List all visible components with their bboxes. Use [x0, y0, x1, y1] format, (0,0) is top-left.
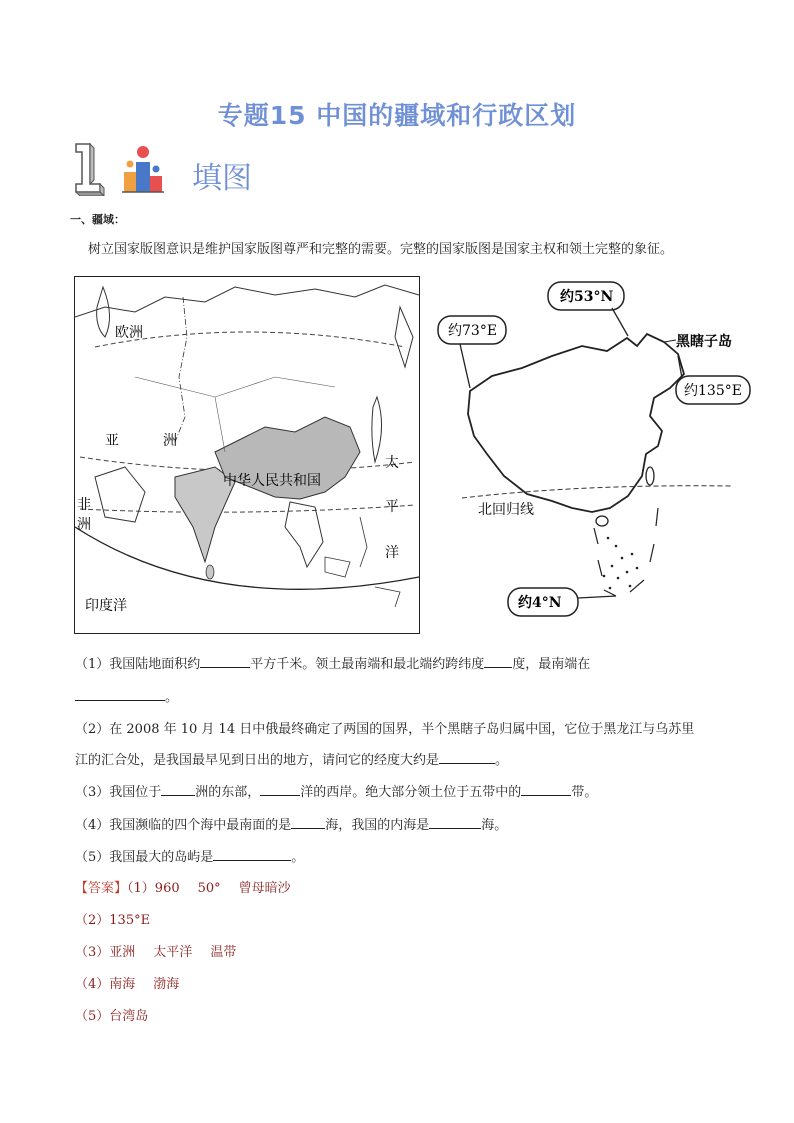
- question-4: [75, 814, 507, 833]
- q4-text-b: 海，我国的内海是: [325, 818, 430, 833]
- label-tropic: 北回归线: [478, 502, 534, 518]
- china-map: [432, 276, 762, 626]
- a4-value-2: 渤海: [153, 977, 180, 992]
- q1-text-b: 平方千米。领土最南端和最北端约跨纬度: [250, 657, 485, 672]
- q2-text-b: 江的汇合处，是我国最早见到日出的地方，请问它的经度大约是: [75, 753, 440, 768]
- section-header: [72, 140, 252, 196]
- a3-value-2: 太平洋: [153, 945, 193, 960]
- q3-text-d: 带。: [571, 785, 598, 800]
- a3-value-3: 温带: [210, 945, 237, 960]
- q3-blank-2[interactable]: [260, 781, 300, 796]
- q3-blank-3[interactable]: [521, 781, 571, 796]
- callout-west: 约73°E: [448, 323, 498, 339]
- q1-end: 。: [165, 690, 179, 705]
- a4-num: （4）: [75, 977, 110, 992]
- section-number-icon: [72, 140, 184, 196]
- label-africa-2: 洲: [77, 517, 91, 533]
- q1-blank-2[interactable]: [484, 653, 512, 668]
- question-1: [75, 653, 590, 672]
- q4-blank-2[interactable]: [429, 814, 481, 829]
- answer-5: [75, 1005, 148, 1024]
- q3-blank-1[interactable]: [161, 781, 195, 796]
- asia-map: [74, 276, 420, 634]
- question-2-line-2: [75, 749, 508, 768]
- callout-south: 约4°N: [518, 595, 562, 611]
- label-prc: 中华人民共和国: [223, 473, 321, 489]
- a5-value-1: 台湾岛: [109, 1009, 149, 1024]
- q1-text-c: 度，最南端在: [512, 657, 591, 672]
- subsection-heading: 一、疆域：: [70, 213, 125, 226]
- a4-value-1: 南海: [109, 977, 136, 992]
- q4-text-c: 海。: [481, 818, 508, 833]
- podium-icon: [122, 146, 164, 192]
- intro-paragraph: 树立国家版图意识是维护国家版图尊严和完整的需要。完整的国家版图是国家主权和领土完整的象征。: [88, 242, 674, 257]
- a5-num: （5）: [75, 1009, 110, 1024]
- a3-num: （3）: [75, 945, 110, 960]
- q3-text-b: 洲的东部，: [195, 785, 261, 800]
- q1-blank-3[interactable]: [75, 686, 165, 701]
- a2-value-1: 135°E: [109, 913, 151, 928]
- answer-3: [75, 941, 236, 960]
- q5-blank[interactable]: [213, 846, 291, 861]
- label-asia-1: 亚: [105, 433, 119, 449]
- question-1-cont: [75, 686, 178, 705]
- label-europe: 欧洲: [115, 325, 143, 341]
- label-pacific-1: 太: [385, 455, 399, 471]
- south-china-sea-islands: [603, 537, 639, 590]
- q3-text-c: 洋的西岸。绝大部分领土位于五带中的: [300, 785, 522, 800]
- q1-text-a: （1）我国陆地面积约: [75, 657, 201, 672]
- question-2-line-1: （2）在 2008 年 10 月 14 日中俄最终确定了两国的国界，半个黑瞎子岛归属中国，它位于黑龙江与乌苏里: [75, 722, 695, 737]
- label-asia-2: 洲: [163, 433, 177, 449]
- callout-east: 约135°E: [684, 383, 742, 399]
- q4-text-a: （4）我国濒临的四个海中最南面的是: [75, 818, 292, 833]
- label-pacific-3: 洋: [385, 545, 399, 561]
- label-heixiazi: 黑瞎子岛: [676, 334, 732, 350]
- q1-blank-1[interactable]: [200, 653, 250, 668]
- answer-tag: 【答案】: [75, 881, 128, 896]
- a1-value-3: 曾母暗沙: [238, 881, 291, 896]
- q5-end: 。: [291, 850, 305, 865]
- question-3: [75, 781, 597, 800]
- q2-blank[interactable]: [439, 749, 495, 764]
- q4-blank-1[interactable]: [291, 814, 325, 829]
- a1-value-2: 50°: [197, 881, 221, 896]
- callout-north: 约53°N: [560, 289, 614, 305]
- label-indian-ocean: 印度洋: [85, 598, 127, 614]
- a1-num: （1）: [127, 881, 155, 896]
- q5-text-a: （5）我国最大的岛屿是: [75, 850, 214, 865]
- label-pacific-2: 平: [385, 499, 399, 515]
- q3-text-a: （3）我国位于: [75, 785, 162, 800]
- question-5: [75, 846, 304, 865]
- section-label: 填图: [192, 161, 252, 196]
- numeral-one-icon: [76, 144, 104, 196]
- answer-1: [75, 877, 291, 896]
- answer-4: [75, 973, 179, 992]
- q2-end: 。: [495, 753, 509, 768]
- a2-num: （2）: [75, 913, 110, 928]
- a1-value-1: 960: [154, 881, 180, 896]
- page-title: 专题15 中国的疆域和行政区划: [217, 101, 577, 130]
- label-africa-1: 非: [77, 497, 91, 513]
- answer-2: [75, 909, 150, 928]
- a3-value-1: 亚洲: [109, 945, 136, 960]
